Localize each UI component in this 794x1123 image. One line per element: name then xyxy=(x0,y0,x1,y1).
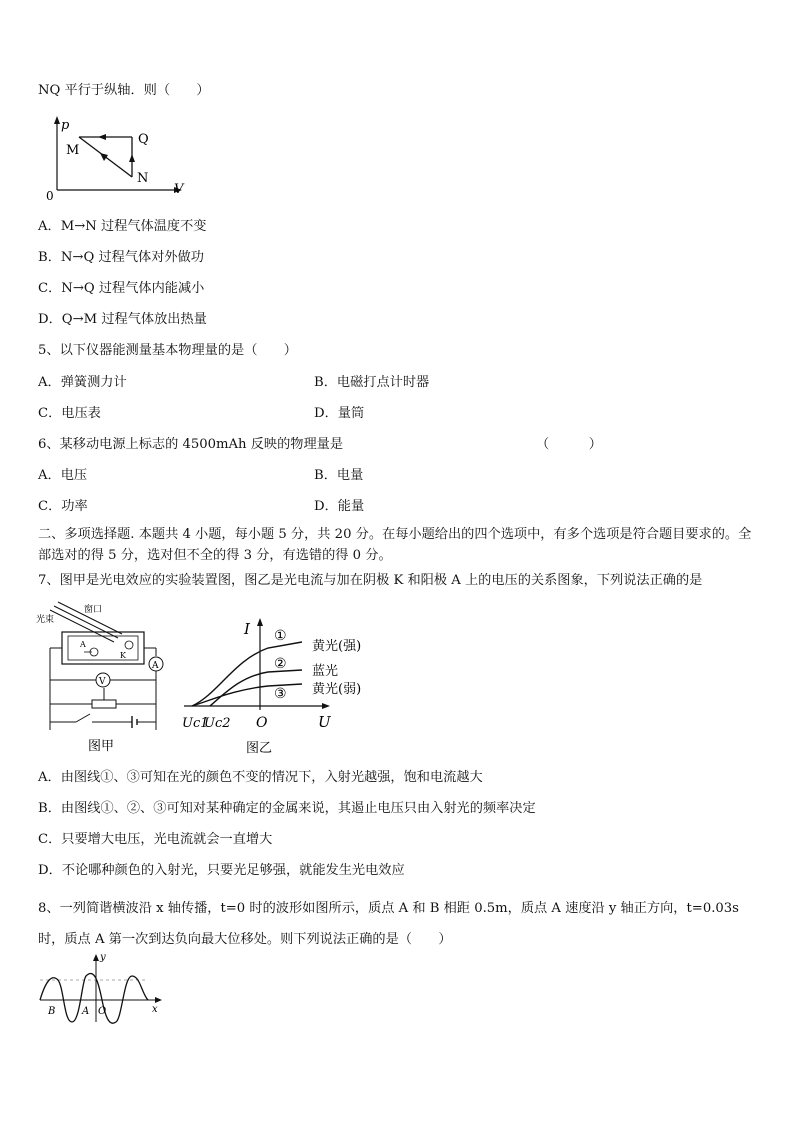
q7-iv-graph xyxy=(178,614,378,760)
p-axis-label: p xyxy=(61,118,70,133)
q6-option-d: D．能量 xyxy=(314,499,365,514)
q6-option-a: A．电压 xyxy=(38,468,88,483)
window-label: 窗口 xyxy=(84,605,103,615)
i-axis-label: I xyxy=(244,620,250,638)
rheostat-icon xyxy=(92,700,116,708)
q6-stem: 6、某移动电源上标志的 4500mAh 反映的物理量是 xyxy=(38,437,344,452)
origin-label: 0 xyxy=(46,189,54,203)
switch-icon xyxy=(76,714,90,722)
cathode-label: K xyxy=(120,651,126,660)
u-axis-label: U xyxy=(318,713,331,731)
q7-option-c: C．只要增大电压，光电流就会一直增大 xyxy=(38,832,273,847)
arrow-n-to-q-icon xyxy=(129,154,135,162)
fig-a-caption: 图甲 xyxy=(88,739,115,754)
anode-label: A xyxy=(80,640,86,649)
q7-option-d: D．不论哪种颜色的入射光，只要光足够强，就能发生光电效应 xyxy=(38,863,405,878)
q8-wave-figure xyxy=(36,950,166,1026)
point-a-label: A xyxy=(82,1006,90,1017)
curve-1-legend: 黄光(强) xyxy=(312,639,362,654)
curve-3-legend: 黄光(弱) xyxy=(312,682,362,697)
q6-option-c: C．功率 xyxy=(38,499,88,514)
fig-b-caption: 图乙 xyxy=(246,741,273,756)
y-axis-label: y xyxy=(100,952,106,963)
origin-o-label: O xyxy=(256,715,268,731)
q7-stem: 7、图甲是光电效应的实验装置图，图乙是光电流与加在阴极 K 和阳极 A 上的电压的关系图象，下列说法正确的是 xyxy=(38,573,703,588)
q5-stem: 5、以下仪器能测量基本物理量的是（ ） xyxy=(38,343,297,358)
q4-option-c: C．N→Q 过程气体内能减小 xyxy=(38,281,205,296)
v-axis-label: V xyxy=(174,182,184,197)
curve-1-marker: ① xyxy=(274,628,287,644)
point-n-label: N xyxy=(137,171,149,186)
q5-option-b: B．电磁打点计时器 xyxy=(314,375,430,390)
q4-pv-diagram xyxy=(42,112,202,204)
q8-stem: 8、一列简谐横波沿 x 轴传播，t=0 时的波形如图所示，质点 A 和 B 相距 0.5m，质点 A 速度沿 y 轴正方向，t=0.03s 时，质点 A 第一次到达负向最大位移处。则下列说法正确的是（ ） xyxy=(38,901,739,947)
q4-option-a: A．M→N 过程气体温度不变 xyxy=(38,219,207,234)
ammeter-label: A xyxy=(152,661,159,671)
waveform-curve xyxy=(40,973,148,1023)
x-axis-label: x xyxy=(152,1004,158,1015)
q4-option-d: D．Q→M 过程气体放出热量 xyxy=(38,312,207,327)
arrow-q-to-m-icon xyxy=(98,134,106,140)
uc1-label: Uc1 xyxy=(182,716,209,731)
section2-instructions: 二、多项选择题. 本题共 4 小题，每小题 5 分，共 20 分。在每小题给出的四个选项中，有多个选项是符合题目要求的。全部选对的得 5 分，选对但不全的得 3 分，有选错的得 0 分。 xyxy=(38,527,752,563)
q6-answer-paren: （ ） xyxy=(536,437,602,452)
q4-stem-tail: NQ 平行于纵轴．则（ ） xyxy=(38,83,210,98)
q5-option-c: C．电压表 xyxy=(38,406,101,421)
origin-label: O xyxy=(98,1006,107,1017)
point-q-label: Q xyxy=(138,132,149,147)
voltmeter-label: V xyxy=(99,677,106,687)
point-m-label: M xyxy=(66,143,80,158)
q7-apparatus-figure xyxy=(36,600,166,758)
q6-option-b: B．电量 xyxy=(314,468,364,483)
beam-label: 光束 xyxy=(36,615,55,625)
q7-option-a: A．由图线①、③可知在光的颜色不变的情况下，入射光越强，饱和电流越大 xyxy=(38,770,483,785)
q4-option-b: B．N→Q 过程气体对外做功 xyxy=(38,250,204,265)
curve-2-marker: ② xyxy=(274,656,287,672)
arrow-m-to-n-icon xyxy=(100,153,108,161)
q5-option-a: A．弹簧测力计 xyxy=(38,375,127,390)
curve-2-legend: 蓝光 xyxy=(312,664,339,679)
q7-option-b: B．由图线①、②、③可知对某种确定的金属来说，其遏止电压只由入射光的频率决定 xyxy=(38,801,536,816)
curve-3-marker: ③ xyxy=(274,686,287,702)
point-b-label: B xyxy=(48,1006,56,1017)
q5-option-d: D．量筒 xyxy=(314,406,365,421)
uc2-label: Uc2 xyxy=(204,716,231,731)
